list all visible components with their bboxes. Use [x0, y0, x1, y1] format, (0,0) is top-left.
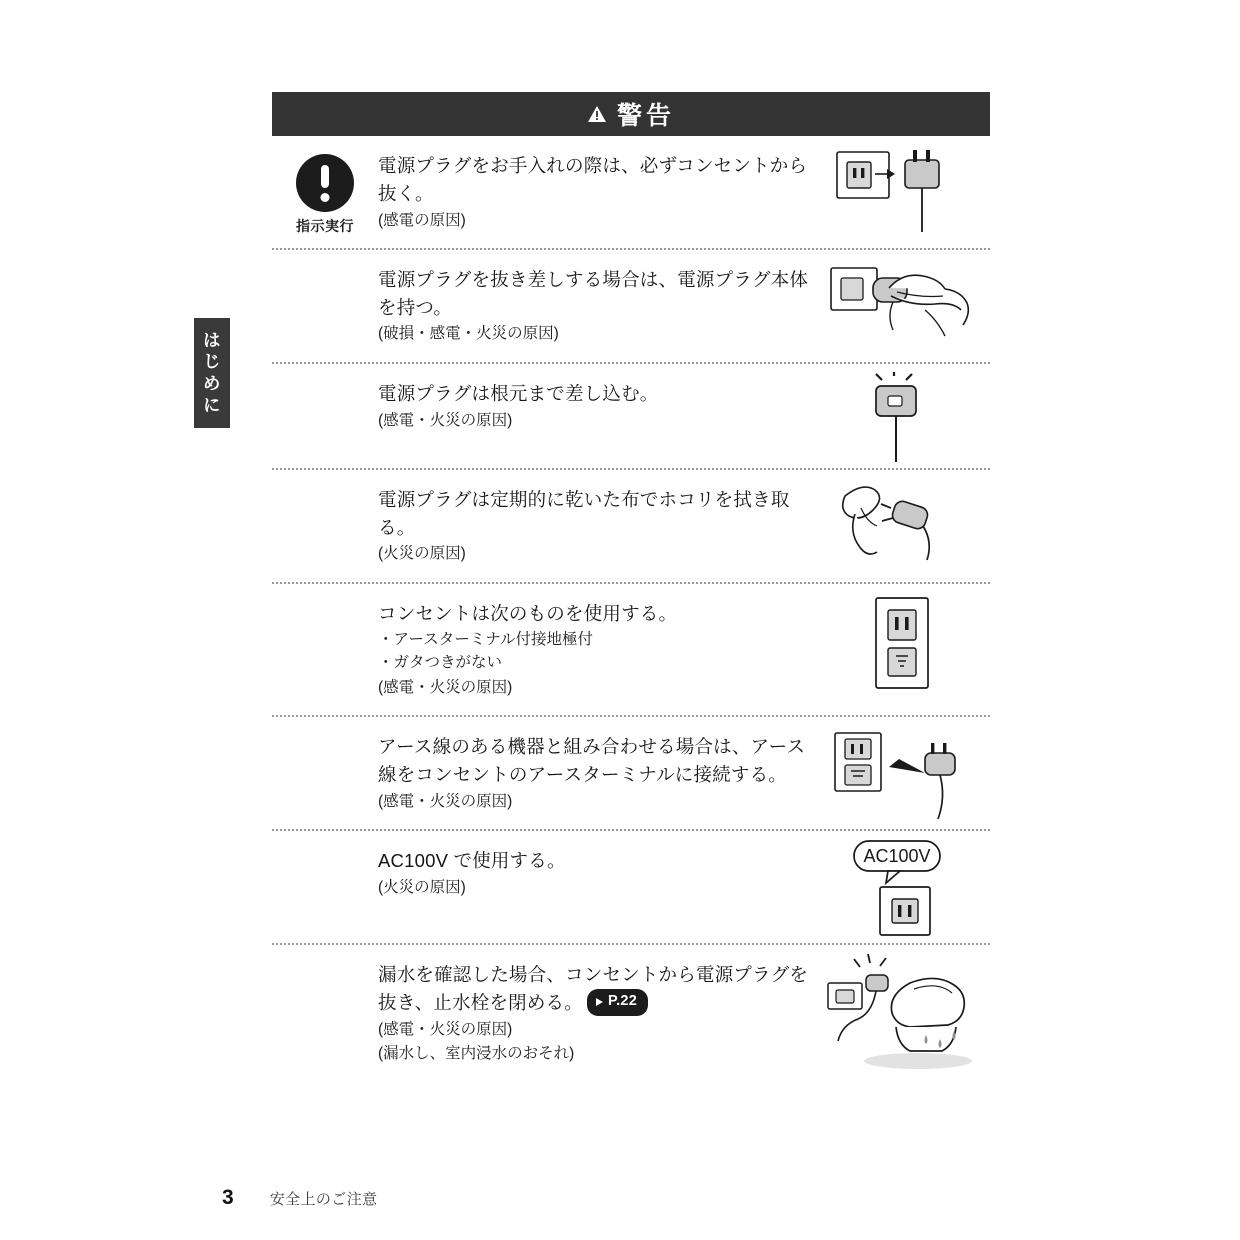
water-leak-toilet-icon [822, 945, 990, 1073]
list-item [272, 362, 990, 468]
list-item [272, 136, 990, 248]
plug-fully-inserted-icon [822, 364, 990, 468]
item-headline-text: 漏水を確認した場合、コンセントから電源プラグを抜き、止水栓を閉める。 [378, 964, 809, 1013]
side-tab-char: じ [203, 352, 221, 372]
item-headline: 電源プラグを抜き差しする場合は、電源プラグ本体を持つ。 [378, 268, 809, 318]
item-reason: (漏水し、室内浸水のおそれ) [378, 1045, 575, 1062]
item-text [378, 584, 822, 715]
side-tab-char: は [203, 330, 221, 350]
outlet-unplug-icon [822, 136, 990, 240]
list-item [272, 248, 990, 362]
item-text [378, 945, 822, 1081]
item-headline: 電源プラグは定期的に乾いた布でホコリを拭き取る。 [378, 488, 790, 538]
mandatory-symbol [272, 136, 378, 236]
hand-holding-plug-icon [822, 250, 990, 358]
side-tab-char: め [203, 374, 221, 393]
item-reason: (感電の原因) [378, 211, 466, 229]
mandatory-action-icon [296, 154, 354, 212]
item-bullet: ・アースターミナル付接地極付 [378, 630, 593, 648]
page-reference-badge[interactable] [587, 989, 648, 1016]
item-reason: (感電・火災の原因) [378, 411, 513, 429]
item-text [378, 717, 822, 829]
list-item [272, 943, 990, 1081]
list-item [272, 582, 990, 715]
list-item [272, 715, 990, 829]
item-headline [378, 961, 814, 1017]
item-text [378, 470, 822, 582]
gutter-spacer [272, 717, 378, 735]
item-text [378, 364, 822, 460]
item-reason: (感電・火災の原因) [378, 678, 513, 696]
item-reason: (火災の原因) [378, 545, 466, 563]
item-headline: コンセントは次のものを使用する。 [378, 602, 678, 624]
item-text [378, 250, 822, 362]
warning-triangle-icon [587, 105, 607, 123]
footer-section-title: 安全上のご注意 [269, 1191, 378, 1208]
list-item [272, 829, 990, 943]
item-headline: アース線のある機器と組み合わせる場合は、アース線をコンセントのアースターミナルに接続する。 [378, 736, 806, 785]
gutter-spacer [272, 831, 378, 849]
item-reason: (感電・火災の原因) [378, 792, 513, 810]
list-item [272, 468, 990, 582]
page-footer [222, 1186, 378, 1210]
page-number: 3 [222, 1186, 234, 1209]
item-text [378, 831, 822, 927]
section-side-tab [194, 318, 230, 428]
item-headline: 電源プラグをお手入れの際は、必ずコンセントから抜く。 [378, 155, 808, 204]
grounded-outlet-icon [822, 584, 990, 702]
gutter-spacer [272, 364, 378, 382]
mandatory-symbol-label: 指示実行 [296, 218, 354, 234]
gutter-spacer [272, 945, 378, 963]
warning-banner [272, 92, 990, 136]
gutter-spacer [272, 584, 378, 602]
page-reference-label: P.22 [607, 992, 638, 1009]
warning-item-list [272, 136, 990, 1081]
item-reason: (感電・火災の原因) [378, 1020, 513, 1038]
item-reason: (破損・感電・火災の原因) [378, 325, 559, 343]
ac100v-outlet-icon [822, 831, 990, 943]
banner-label: 警告 [616, 102, 675, 130]
play-triangle-icon [596, 998, 603, 1006]
item-reason: (火災の原因) [378, 878, 466, 896]
side-tab-char: に [203, 395, 221, 415]
gutter-spacer [272, 470, 378, 488]
gutter-spacer [272, 250, 378, 268]
item-headline: AC100V で使用する。 [378, 850, 566, 872]
item-text [378, 136, 822, 248]
item-headline: 電源プラグは根元まで差し込む。 [378, 382, 659, 404]
earth-wire-connect-icon [822, 717, 990, 825]
wipe-plug-cloth-icon [822, 470, 990, 574]
svg-text:AC100V: AC100V [863, 846, 931, 867]
item-bullet: ・ガタつきがない [378, 654, 503, 672]
